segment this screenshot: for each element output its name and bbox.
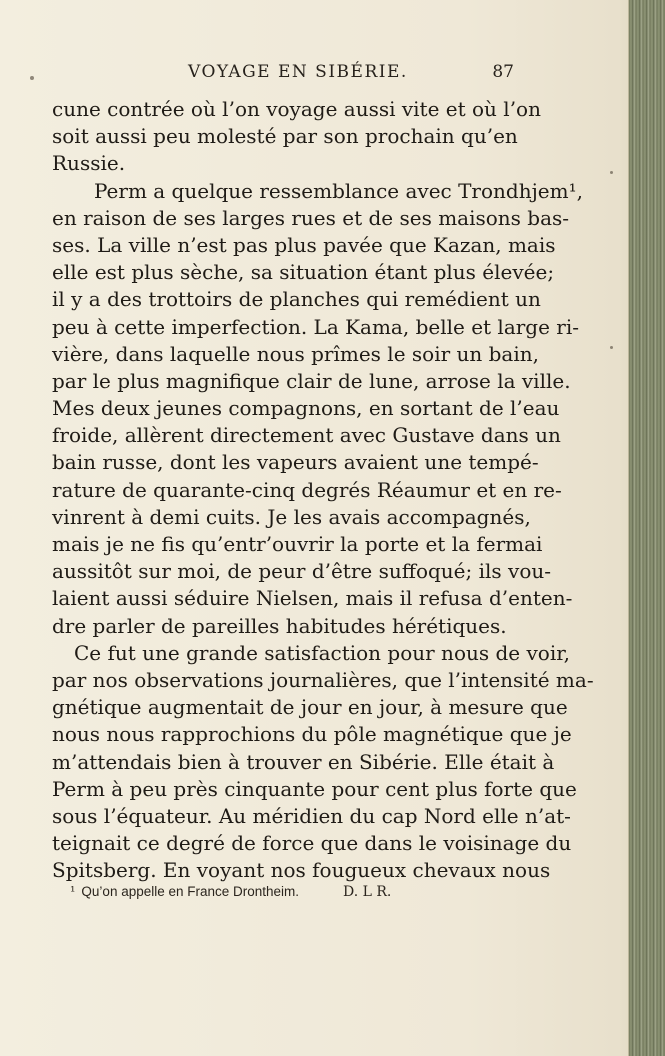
text-line: par nos observations journalières, que l’intensité ma- [52,667,594,692]
footnote [70,884,502,900]
text-line: Mes deux jeunes compagnons, en sortant de l’eau [52,396,560,421]
text-line: sous l’équateur. Au méridien du cap Nord elle n’at- [52,803,571,828]
text-line: mais je ne fis qu’entr’ouvrir la porte et la fermai [52,532,543,556]
page-header [52,62,522,86]
text-line: nous nous rapprochions du pôle magnétique que je [52,722,572,747]
text-line: Perm à peu près cinquante pour cent plus forte que [52,776,577,801]
paper-speck [610,171,613,174]
text-line: Ce fut une grande satisfaction pour nous de voir, [74,640,570,665]
text-line: en raison de ses larges rues et de ses maisons bas- [52,205,570,230]
text-line: rature de quarante-cinq degrés Réaumur et en re- [52,477,562,502]
footnote-initials: D. L R. [343,884,392,900]
text-line: cune contrée où l’on voyage aussi vite et où l’on [52,97,541,121]
text-line: gnétique augmentait de jour en jour, à mesure que [52,695,568,720]
paper-speck [610,346,613,349]
text-line: elle est plus sèche, sa situation étant plus élevée; [52,260,555,285]
footnote-text: Qu’on appelle en France Drontheim. [81,884,300,899]
text-line: Russie. [52,151,126,176]
text-line: laient aussi séduire Nielsen, mais il refusa d’enten- [52,586,573,611]
text-line: bain russe, dont les vapeurs avaient une tempé- [52,450,539,475]
text-line: ses. La ville n’est pas plus pavée que Kazan, mais [52,232,556,257]
text-line: soit aussi peu molesté par son prochain qu’en [52,124,518,149]
text-line: Spitsberg. En voyant nos fougueux chevaux nous [52,858,551,883]
text-line: teignait ce degré de force que dans le voisinage du [52,831,572,856]
paper-speck [30,76,34,80]
text-line: vinrent à demi cuits. Je les avais accompagnés, [52,504,531,529]
book-spine [629,0,665,1056]
text-line: aussitôt sur moi, de peur d’être suffoqué; ils vou- [52,559,552,584]
body-text [52,96,594,884]
text-line: il y a des trottoirs de planches qui remédient un [52,287,541,312]
footnote-mark: ¹ [70,884,76,900]
text-line: froide, allèrent directement avec Gustave dans un [52,423,561,448]
text-line: m’attendais bien à trouver en Sibérie. Elle était à [52,749,555,774]
text-line: Perm a quelque ressemblance avec Trondhjem¹, [94,178,583,203]
page-number: 87 [492,62,514,82]
text-line: par le plus magnifique clair de lune, arrose la ville. [52,368,571,393]
text-line: dre parler de pareilles habitudes hérétiques. [52,613,507,638]
running-head: VOYAGE EN SIBÉRIE. [188,62,408,82]
text-line: peu à cette imperfection. La Kama, belle et large ri- [52,314,580,339]
text-line: vière, dans laquelle nous prîmes le soir un bain, [52,341,539,366]
